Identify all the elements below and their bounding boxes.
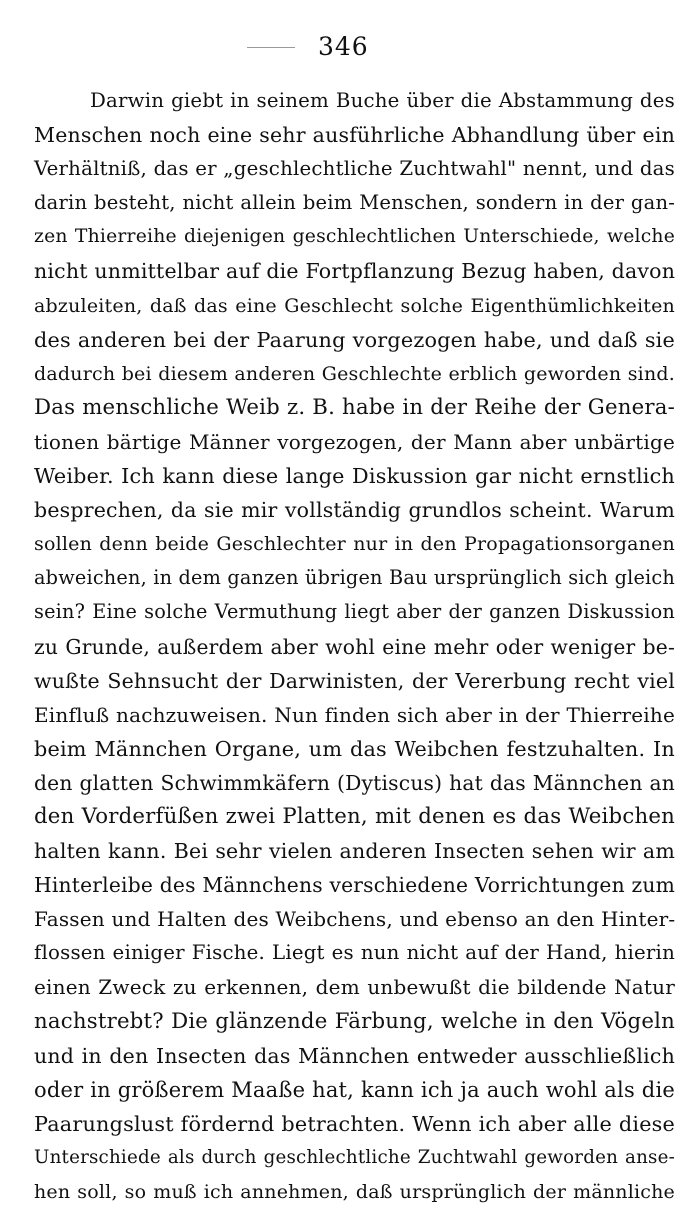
text-line: besprechen, da sie mir vollständig grundlos scheint. Warum	[34, 498, 675, 523]
text-line: zu Grunde, außerdem aber wohl eine mehr oder weniger be-	[34, 634, 675, 659]
header-rule	[247, 47, 295, 48]
text-line: Paarungslust fördernd betrachten. Wenn ich aber alle diese	[34, 1111, 675, 1136]
text-line: halten kann. Bei sehr vielen anderen Insecten sehen wir am	[34, 839, 675, 864]
text-line: hen soll, so muß ich annehmen, daß ursprünglich der männliche	[34, 1181, 675, 1203]
text-line: flossen einiger Fische. Liegt es nun nicht auf der Hand, hierin	[34, 941, 675, 965]
text-line: des anderen bei der Paarung vorgezogen habe, und daß sie	[34, 327, 675, 352]
text-line: abzuleiten, daß das eine Geschlecht solche Eigenthümlichkeiten	[34, 294, 675, 317]
text-line: Das menschliche Weib z. B. habe in der Reihe der Genera-	[34, 394, 675, 420]
text-line: beim Männchen Organe, um das Weibchen festzuhalten. In	[34, 736, 675, 761]
text-line: Verhältniß, das er „geschlechtliche Zuchtwahl" nennt, und das	[34, 157, 675, 181]
text-line: darin besteht, nicht allein beim Menschen, sondern in der gan-	[34, 191, 675, 215]
text-line: Menschen noch eine sehr ausführliche Abhandlung über ein	[34, 123, 675, 148]
text-line: dadurch bei diesem anderen Geschlechte erblich geworden sind.	[34, 362, 675, 385]
text-line: einen Zweck zu erkennen, dem unbewußt die bildende Natur	[34, 975, 675, 1000]
text-line: Darwin giebt in seinem Buche über die Abstammung des	[90, 89, 675, 112]
text-line: Unterschiede als durch geschlechtliche Zuchtwahl geworden anse-	[34, 1146, 675, 1168]
page-header	[0, 30, 697, 66]
body-text	[34, 84, 675, 1209]
text-line: den glatten Schwimmkäfern (Dytiscus) hat das Männchen an	[34, 770, 675, 795]
text-line: Hinterleibe des Männchens verschiedene Vorrichtungen zum	[34, 873, 675, 898]
text-line: sollen denn beide Geschlechter nur in den Propagationsorganen	[34, 533, 675, 556]
text-line: zen Thierreihe diejenigen geschlechtlichen Unterschiede, welche	[34, 226, 675, 248]
text-line: den Vorderfüßen zwei Platten, mit denen es das Weibchen	[34, 803, 675, 829]
text-line: und in den Insecten das Männchen entweder ausschließlich	[34, 1043, 675, 1068]
text-line: nicht unmittelbar auf die Fortpflanzung Bezug haben, davon	[34, 259, 676, 284]
text-line: tionen bärtige Männer vorgezogen, der Mann aber unbärtige	[34, 429, 675, 454]
text-line: Fassen und Halten des Weibchens, und ebenso an den Hinter-	[34, 907, 676, 932]
text-line: sein? Eine solche Vermuthung liegt aber der ganzen Diskussion	[34, 600, 675, 624]
text-line: oder in größerem Maaße hat, kann ich ja auch wohl als die	[34, 1077, 675, 1102]
text-line: Einfluß nachzuweisen. Nun finden sich aber in der Thierreihe	[34, 702, 675, 727]
text-line: abweichen, in dem ganzen übrigen Bau ursprünglich sich gleich	[34, 566, 675, 590]
page-number: 346	[318, 32, 369, 61]
text-line: nachstrebt? Die glänzende Färbung, welche in den Vögeln	[34, 1008, 675, 1034]
text-line: wußte Sehnsucht der Darwinisten, der Vererbung recht viel	[34, 668, 675, 693]
text-line: Weiber. Ich kann diese lange Diskussion gar nicht ernstlich	[34, 464, 675, 489]
